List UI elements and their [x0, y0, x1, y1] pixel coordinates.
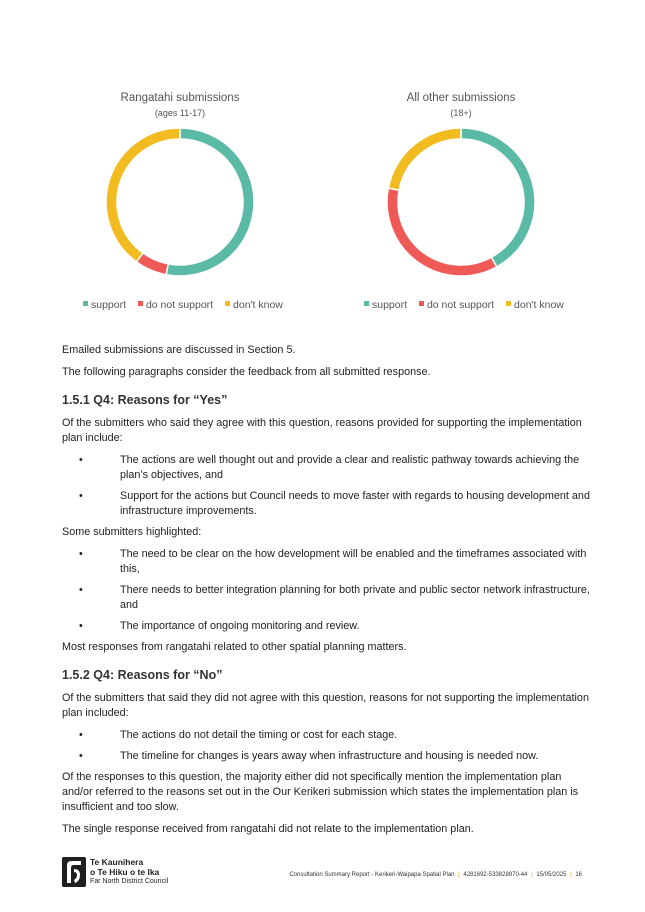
paragraph-yes-intro: Of the submitters who said they agree with this question, reasons provided for supporting the implementation plan include: — [62, 417, 582, 444]
footer-report-title: Consultation Summary Report - Kerikeri-Waipapa Spatial Plan — [289, 872, 455, 878]
bullet-icon: • — [79, 548, 83, 560]
legend-label: don't know — [514, 299, 564, 311]
footer-separator: | — [570, 872, 572, 878]
footer-date: 15/05/2025 — [536, 872, 567, 878]
legend-item-do-not-support — [138, 299, 213, 311]
donut-chart-rangatahi — [105, 124, 255, 280]
bullet-icon: • — [79, 750, 83, 762]
logo-line-1: Te Kaunihera — [90, 857, 144, 867]
list-item-text: There needs to better integration planning for both private and public sector network infrastructure, and — [120, 584, 590, 611]
bullet-icon: • — [79, 584, 83, 596]
paragraph-majority: Of the responses to this question, the majority either did not specifically mention the implementation plan and/or referred to the reasons set out in the Our Kerikeri submission which states the implementation plan is insufficient and too slow. — [62, 771, 579, 813]
council-logo-text — [90, 858, 168, 887]
legend-label: support — [372, 299, 408, 311]
legend-label: do not support — [426, 299, 495, 311]
legend-label: support — [91, 299, 127, 311]
bullet-icon: • — [79, 490, 83, 502]
legend-swatch — [83, 301, 88, 306]
paragraph-following: The following paragraphs consider the feedback from all submitted response. — [62, 366, 431, 378]
legend-item-support — [364, 299, 407, 311]
list-yes-reasons — [62, 453, 592, 519]
list-item-text: Support for the actions but Council needs to move faster with regards to housing development and infrastructure improvements. — [120, 490, 590, 517]
chart-legend-rangatahi — [83, 299, 292, 311]
chart-title: Rangatahi submissions — [120, 92, 240, 104]
legend-label: do not support — [145, 299, 214, 311]
list-item — [62, 728, 592, 743]
donut-slice-support — [166, 128, 254, 276]
footer-reference — [289, 872, 582, 878]
list-item-text: The actions do not detail the timing or cost for each stage. — [120, 729, 398, 741]
chart-rangatahi — [65, 92, 295, 280]
legend-item-dont-know — [506, 299, 564, 311]
chart-subtitle: (ages 11-17) — [154, 108, 206, 118]
footer-document-ref: 4281692-533828970-44 — [463, 872, 528, 878]
legend-item-do-not-support — [419, 299, 494, 311]
footer-separator: | — [458, 872, 460, 878]
list-item-text: The importance of ongoing monitoring and review. — [120, 620, 360, 632]
list-no-reasons — [62, 728, 592, 764]
list-item — [62, 547, 592, 577]
logo-line-3: Far North District Council — [90, 878, 169, 885]
list-item-text: The timeline for changes is years away when infrastructure and housing is needed now. — [120, 750, 539, 762]
document-body — [62, 343, 592, 844]
legend-swatch — [364, 301, 369, 306]
legend-swatch — [138, 301, 143, 306]
bullet-icon: • — [79, 454, 83, 466]
heading-reasons-no: 1.5.2 Q4: Reasons for “No” — [62, 668, 223, 682]
logo-line-2: o Te Hiku o te Ika — [90, 866, 160, 877]
paragraph-no-intro: Of the submitters that said they did not agree with this question, reasons for not supporting the implementation plan included: — [62, 692, 589, 719]
legend-swatch — [225, 301, 230, 306]
list-item-text: The need to be clear on the how development will be enabled and the timeframes associated with this, — [120, 548, 587, 575]
chart-title: All other submissions — [406, 92, 516, 104]
footer-separator: | — [531, 872, 533, 878]
donut-slice-do-not-support — [387, 188, 497, 276]
paragraph-emailed: Emailed submissions are discussed in Section 5. — [62, 344, 296, 356]
paragraph-highlighted: Some submitters highlighted: — [62, 526, 202, 538]
paragraph-single-response: The single response received from rangatahi did not relate to the implementation plan. — [62, 823, 474, 835]
list-highlighted — [62, 547, 592, 634]
bullet-icon: • — [79, 729, 83, 741]
chart-subtitle: (18+) — [450, 108, 472, 118]
donut-slice-don-t-know — [106, 128, 180, 262]
page-footer — [0, 855, 645, 895]
list-item-text: The actions are well thought out and provide a clear and realistic pathway towards achieving the plan’s objectives, and — [120, 454, 580, 481]
paragraph-rangatahi-other: Most responses from rangatahi related to other spatial planning matters. — [62, 641, 407, 653]
list-item — [62, 489, 592, 519]
legend-item-dont-know — [225, 299, 283, 311]
list-item — [62, 749, 592, 764]
council-logo-icon — [62, 857, 86, 887]
chart-all-other — [346, 92, 576, 280]
list-item — [62, 619, 592, 634]
list-item — [62, 583, 592, 613]
page-number: 16 — [575, 872, 582, 878]
chart-legend-all-other — [364, 299, 573, 311]
legend-swatch — [419, 301, 424, 306]
legend-swatch — [506, 301, 511, 306]
heading-reasons-yes: 1.5.1 Q4: Reasons for “Yes” — [62, 393, 228, 407]
list-item — [62, 453, 592, 483]
donut-slice-support — [461, 128, 535, 267]
legend-label: don't know — [233, 299, 283, 311]
donut-slice-don-t-know — [388, 128, 461, 190]
donut-chart-all-other — [386, 124, 536, 280]
legend-item-support — [83, 299, 126, 311]
bullet-icon: • — [79, 620, 83, 632]
